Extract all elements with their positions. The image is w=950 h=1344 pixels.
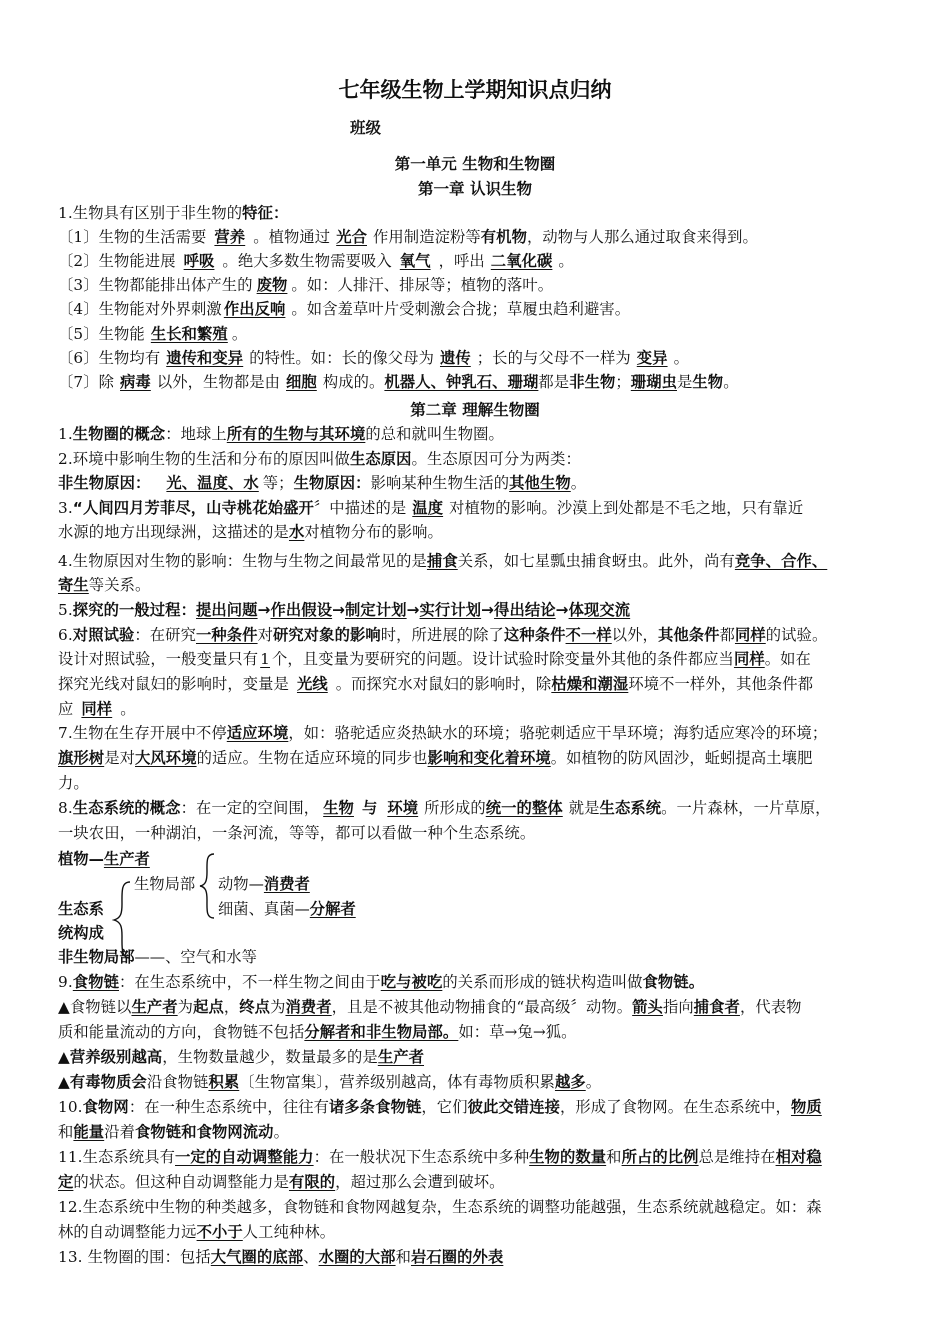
paragraph-line: 和能量沿着食物链和食物网流动。: [58, 1123, 289, 1141]
paragraph-line: ▲有毒物质会沿食物链积累〔生物富集〕，营养级别越高，体有毒物质积累越多。: [58, 1073, 602, 1091]
paragraph-line: 定的状态。但这种自动调整能力是有限的，超过那么会遭到破坏。: [58, 1173, 505, 1191]
paragraph-line: 非生物原因： 光、温度、水 等；生物原因：影响某种生物生活的其他生物。: [58, 474, 587, 492]
paragraph-line: 10.食物网：在一种生态系统中，往往有诸多条食物链，它们彼此交错连接，形成了食物网。在生态系统中，物质: [58, 1098, 822, 1116]
diagram-abiotic: 非生物局部——、空气和水等: [58, 948, 257, 966]
brace-icon: [198, 852, 216, 920]
paragraph-line: 〔6〕生物均有 遗传和变异 的特性。如：长的像父母为 遗传 ；长的与父母不一样为 变异 。: [58, 349, 689, 367]
paragraph-line: 1.生物具有区别于非生物的特征：: [58, 204, 289, 222]
paragraph-line: 11.生态系统具有一定的自动调整能力：在一般状况下生态系统中多种生物的数量和所占的比例总是维持在相对稳: [58, 1148, 822, 1166]
paragraph-line: 质和能量流动的方向，食物链不包括分解者和非生物局部。如：草→兔→狐。: [58, 1023, 577, 1041]
paragraph-line: 3.“人间四月芳菲尽，山寺桃花始盛开〞中描述的是 温度 对植物的影响。沙漠上到处都是不毛之地，只有靠近: [58, 499, 804, 517]
class-label: 班级: [350, 119, 382, 137]
paragraph-line: 旗形树是对大风环境的适应。生物在适应环境的同步也影响和变化着环境。如植物的防风固沙，蚯蚓提高土壤肥: [58, 749, 813, 767]
paragraph-line: 6.对照试验：在研究一种条件对研究对象的影响时，所进展的除了这种条件不一样以外，其他条件都同样的试验。: [58, 626, 828, 644]
unit-heading: 第一单元 生物和生物圈: [394, 155, 556, 173]
paragraph-line: 〔2〕生物能进展 呼吸 。绝大多数生物需要吸入 氧气 ，呼出 二氧化碳 。: [58, 252, 574, 270]
paragraph-line: ▲食物链以生产者为起点，终点为消费者，且是不被其他动物捕食的“最高级〞动物。箭头指向捕食者，代表物: [58, 998, 802, 1016]
diagram-bio-part: 生物局部: [134, 875, 196, 893]
paragraph-line: 12.生态系统中生物的种类越多，食物链和食物网越复杂，生态系统的调整功能越强，生态系统就越稳定。如：森: [58, 1198, 822, 1216]
paragraph-line: 力。: [58, 774, 89, 792]
paragraph-line: 林的自动调整能力远不小于人工纯种林。: [58, 1223, 336, 1241]
paragraph-line: 寄生等关系。: [58, 576, 151, 594]
paragraph-line: 5.探究的一般过程：提出问题→作出假设→制定计划→实行计划→得出结论→体现交流: [58, 601, 631, 619]
paragraph-line: 〔3〕生物都能排出体产生的 废物 。如：人排汗、排尿等；植物的落叶。: [58, 276, 554, 294]
paragraph-line: 设计对照试验，一般变量只有 1 个，且变量为要研究的问题。设计试验时除变量外其他的条件都应当同样。如在: [58, 650, 811, 668]
diagram-bacteria: 细菌、真菌—分解者: [218, 900, 356, 918]
paragraph-line: 9.食物链：在生态系统中，不一样生物之间由于吃与被吃的关系而形成的链状构造叫做食物链。: [58, 973, 705, 991]
paragraph-line: 13. 生物圈的围：包括大气圈的底部、水圈的大部和岩石圈的外表: [58, 1248, 504, 1266]
chapter-heading-1: 第一章 认识生物: [418, 180, 532, 198]
diagram-animal: 动物—消费者: [218, 875, 310, 893]
chapter-heading-2: 第二章 理解生物圈: [410, 401, 540, 419]
diagram-plant: 植物—生产者: [58, 850, 150, 868]
paragraph-line: 探究光线对鼠妇的影响时，变量是 光线 。而探究水对鼠妇的影响时，除枯燥和潮湿环境不一样外，其他条件都: [58, 675, 814, 693]
paragraph-line: 7.生物在生存开展中不停适应环境，如：骆驼适应炎热缺水的环境；骆驼刺适应干旱环境；海豹适应寒冷的环境；: [58, 724, 828, 742]
paragraph-line: 1.生物圈的概念：地球上所有的生物与其环境的总和就叫生物圈。: [58, 425, 504, 443]
diagram-ecosystem-2: 统构成: [58, 924, 104, 942]
paragraph-line: 8.生态系统的概念：在一定的空间围， 生物 与 环境 所形成的统一的整体 就是生态系统。一片森林，一片草原，: [58, 799, 831, 817]
paragraph-line: 2.环境中影响生物的生活和分布的原因叫做生态原因。生态原因可分为两类：: [58, 450, 581, 468]
paragraph-line: 应 同样 。: [58, 700, 136, 718]
paragraph-line: 〔1〕生物的生活需要 营养 。植物通过 光合 作用制造淀粉等有机物，动物与人那么通过取食来得到。: [58, 228, 758, 246]
paragraph-line: 〔5〕生物能 生长和繁殖 。: [58, 325, 248, 343]
diagram-ecosystem-1: 生态系: [58, 900, 104, 918]
paragraph-line: 〔7〕除 病毒 以外，生物都是由 细胞 构成的。机器人、钟乳石、珊瑚都是非生物；珊瑚虫是生物。: [58, 373, 739, 391]
paragraph-line: ▲营养级别越高，生物数量越少，数量最多的是生产者: [58, 1048, 425, 1066]
paragraph-line: 一块农田，一种湖泊，一条河流，等等，都可以看做一种个生态系统。: [58, 824, 536, 842]
paragraph-line: 4.生物原因对生物的影响：生物与生物之间最常见的是捕食关系，如七星瓢虫捕食蚜虫。此外，尚有竞争、合作、: [58, 552, 828, 570]
paragraph-line: 〔4〕生物能对外界刺激 作出反响 。如含羞草叶片受刺激会合拢；草履虫趋利避害。: [58, 300, 631, 318]
paragraph-line: 水源的地方出现绿洲，这描述的是水对植物分布的影响。: [58, 523, 443, 541]
document-title: 七年级生物上学期知识点归纳: [338, 78, 612, 102]
